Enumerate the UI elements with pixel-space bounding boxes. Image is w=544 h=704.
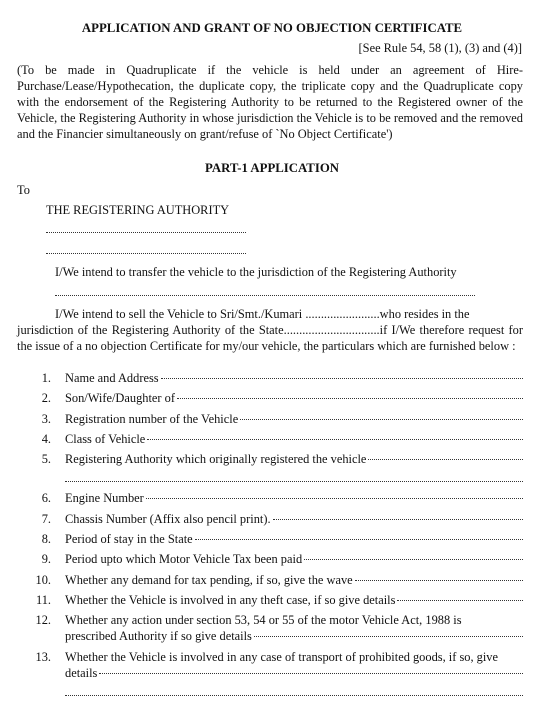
item-number: 1. [41, 371, 51, 385]
list-item [17, 531, 523, 547]
item-number: 6. [41, 491, 51, 506]
original-authority-field-cont[interactable] [65, 465, 523, 482]
sell-statement [17, 306, 523, 354]
item-label: Chassis Number (Affix also pencil print). [65, 511, 271, 526]
addressee: THE REGISTERING AUTHORITY [46, 203, 230, 217]
original-authority-field[interactable] [368, 459, 523, 460]
item-label: Whether any action under section 53, 54 or 55 of the motor Vehicle Act, 1988 is [65, 613, 462, 628]
to-label: To [17, 183, 30, 197]
list-item [17, 551, 523, 567]
address-line-2[interactable] [46, 253, 246, 254]
item-label: Registering Authority which originally registered the vehicle [65, 452, 367, 467]
item-number: 10. [35, 572, 51, 587]
item-number: 7. [41, 511, 51, 526]
tax-demand-field[interactable] [355, 580, 523, 581]
transfer-authority-line[interactable] [55, 295, 475, 296]
item-label: Whether the Vehicle is involved in any theft case, if so give details [65, 592, 396, 607]
item-number: 12. [35, 613, 51, 628]
list-item [17, 370, 523, 386]
form-title: APPLICATION AND GRANT OF NO OBJECTION CERTIFICATE [81, 21, 463, 35]
list-item [17, 431, 523, 447]
item-label-cont: details [65, 665, 98, 680]
list-item [17, 411, 523, 427]
action-details-field[interactable] [254, 636, 523, 637]
item-label: Whether any demand for tax pending, if so, give the wave [65, 572, 353, 587]
prohibited-goods-field-cont[interactable] [65, 679, 523, 696]
list-item [17, 511, 523, 527]
sell-statement-line-1: I/We intend to sell the Vehicle to Sri/Smt./Kumari ........................who resides in the [55, 307, 470, 321]
item-label: Engine Number [65, 491, 144, 506]
item-number: 8. [41, 532, 51, 547]
address-line-1[interactable] [46, 232, 246, 233]
relation-field[interactable] [177, 398, 523, 399]
theft-case-field[interactable] [397, 600, 523, 601]
registration-number-field[interactable] [240, 419, 523, 420]
item-label: Period of stay in the State [65, 532, 193, 547]
item-label: Whether the Vehicle is involved in any case of transport of prohibited goods, if so, give [65, 649, 498, 664]
sell-statement-line-2: jurisdiction of the Registering Authority of the State...............................if I/We therefore request for the issue of a no objection Certificate for my/our vehicle, the particulars which are furnished below : [17, 323, 523, 353]
transfer-statement: I/We intend to transfer the vehicle to the jurisdiction of the Registering Authority [55, 265, 457, 279]
item-number: 4. [41, 431, 51, 446]
list-item [17, 592, 523, 608]
item-number: 5. [41, 452, 51, 467]
chassis-number-field[interactable] [273, 519, 523, 520]
list-item [17, 390, 523, 406]
list-item [17, 451, 523, 486]
list-item [17, 572, 523, 588]
item-number: 11. [35, 592, 51, 607]
item-label: Period upto which Motor Vehicle Tax been paid [65, 552, 303, 567]
prohibited-goods-field[interactable] [99, 673, 523, 674]
item-number: 9. [41, 552, 51, 567]
stay-period-field[interactable] [195, 539, 523, 540]
rule-reference: [See Rule 54, 58 (1), (3) and (4)] [358, 41, 522, 55]
item-label: Name and Address [65, 371, 159, 385]
item-label-cont: prescribed Authority if so give details [65, 629, 252, 644]
vehicle-class-field[interactable] [147, 439, 523, 440]
list-item [17, 649, 523, 700]
list-item [17, 612, 523, 644]
item-label: Registration number of the Vehicle [65, 411, 239, 426]
engine-number-field[interactable] [146, 498, 523, 499]
item-number: 2. [41, 391, 51, 406]
name-address-field[interactable] [161, 378, 523, 379]
item-label: Class of Vehicle [65, 431, 146, 446]
particulars-list [17, 370, 523, 704]
item-label: Son/Wife/Daughter of [65, 391, 175, 406]
item-number: 13. [35, 649, 51, 664]
item-number: 3. [41, 411, 51, 426]
list-item [17, 490, 523, 506]
tax-paid-field[interactable] [304, 559, 523, 560]
part-heading: PART-1 APPLICATION [204, 161, 340, 175]
instructions-paragraph: (To be made in Quadruplicate if the vehicle is held under an agreement of Hire-Purchase/Lease/Hypothecation, the duplicate copy, the triplicate copy and the Quadruplicate copy with the endorsement of the Registering Authority to be returned to the Registered owner of the Vehicle, the Registering Authority in whose jurisdiction the Vehicle is to be removed and the removed and the Financier simultaneously on grant/refuse of `No Object Certificate') [17, 63, 523, 141]
